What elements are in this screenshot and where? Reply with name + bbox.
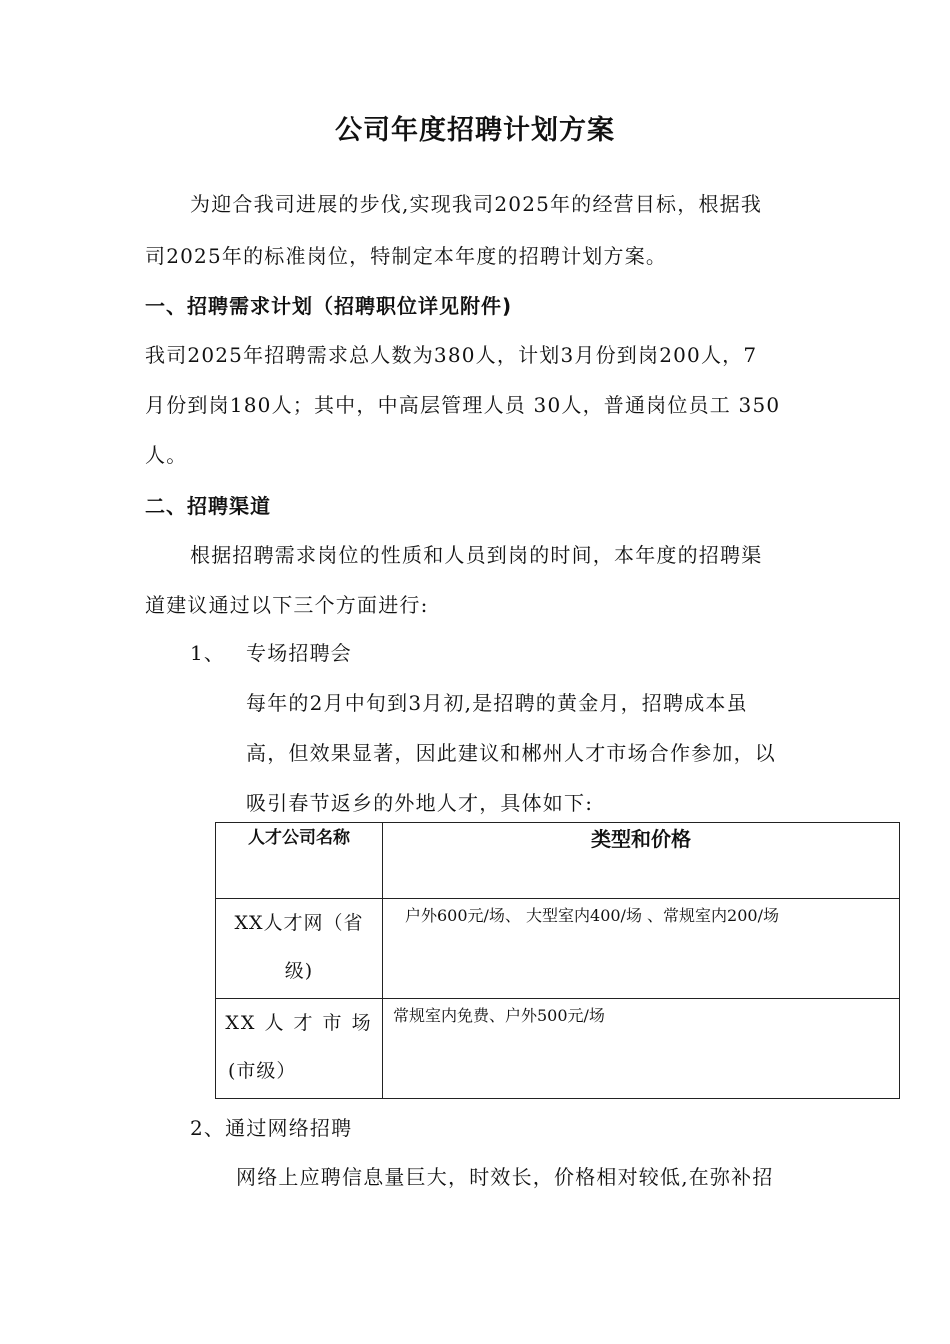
row1-name-line-1: XX人才网（省	[234, 912, 364, 934]
row2-price-cell	[383, 999, 900, 1099]
item1-number: 1、	[190, 641, 226, 665]
recruitment-fairs-table	[215, 822, 900, 1099]
table-row	[216, 899, 900, 999]
header-company-name: 人才公司名称	[216, 823, 383, 899]
row2-name-line-2: (市级）	[228, 1060, 297, 1082]
table-row	[216, 999, 900, 1099]
item1-label: 专场招聘会	[246, 641, 352, 665]
item1-line-1: 每年的2月中旬到3月初,是招聘的黄金月，招聘成本虽	[246, 691, 748, 715]
row1-name-cell	[216, 899, 383, 999]
row2-name-cell	[216, 999, 383, 1099]
table-header-row	[216, 823, 900, 899]
intro-line-1: 为迎合我司进展的步伐,实现我司2025年的经营目标，根据我	[190, 192, 763, 216]
row1-name-line-2: 级)	[284, 960, 314, 982]
section2-heading: 二、招聘渠道	[145, 494, 271, 518]
section1-heading: 一、招聘需求计划（招聘职位详见附件)	[145, 294, 513, 318]
row2-name-line-1: XX 人 才 市 场	[225, 1012, 373, 1034]
item2-line-1: 网络上应聘信息量巨大，时效长，价格相对较低,在弥补招	[236, 1165, 774, 1189]
section1-line-3: 人。	[145, 443, 188, 467]
section1-line-2: 月份到岗180人；其中，中高层管理人员 30人，普通岗位员工 350	[145, 393, 781, 417]
row1-price: 户外600元/场、 大型室内400/场 、常规室内200/场	[405, 906, 779, 925]
page-title: 公司年度招聘计划方案	[335, 115, 615, 146]
item1-line-3: 吸引春节返乡的外地人才，具体如下:	[246, 791, 594, 815]
section2-intro-line-2: 道建议通过以下三个方面进行:	[145, 593, 429, 617]
section2-intro-line-1: 根据招聘需求岗位的性质和人员到岗的时间，本年度的招聘渠	[190, 543, 763, 567]
header-type-price: 类型和价格	[383, 823, 900, 899]
item1-line-2: 高，但效果显著，因此建议和郴州人才市场合作参加，以	[246, 741, 776, 765]
row2-price: 常规室内免费、户外500元/场	[393, 1006, 605, 1025]
item2-label: 2、通过网络招聘	[190, 1116, 353, 1140]
intro-line-2: 司2025年的标准岗位，特制定本年度的招聘计划方案。	[145, 244, 668, 268]
row1-price-cell	[383, 899, 900, 999]
section1-line-1: 我司2025年招聘需求总人数为380人，计划3月份到岗200人，7	[145, 343, 758, 367]
